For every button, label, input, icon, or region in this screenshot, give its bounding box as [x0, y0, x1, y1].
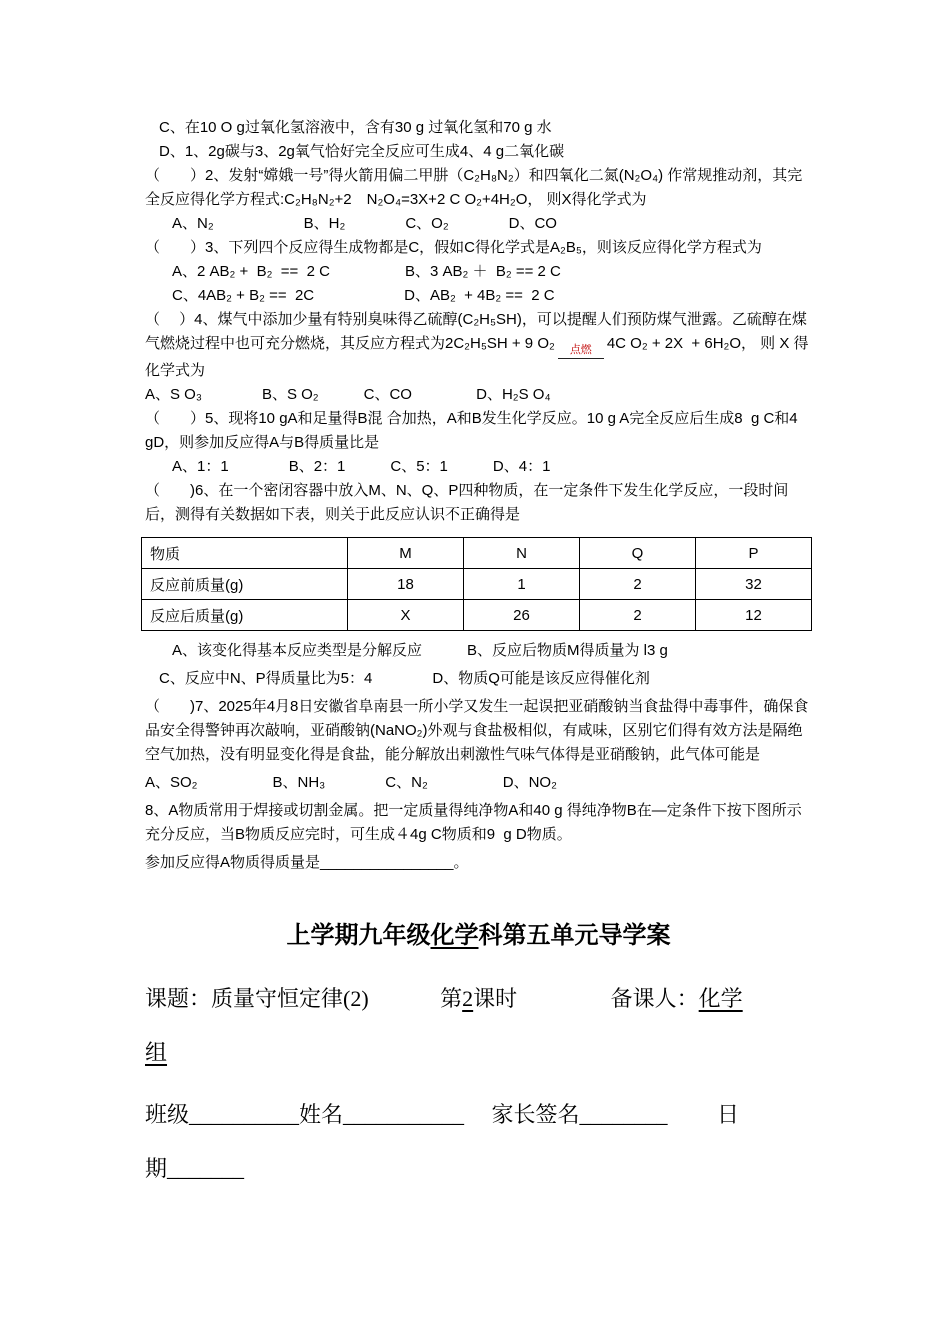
table-cell: 1	[464, 569, 580, 600]
q3-options-cd: C、4AB₂ + B₂ == 2C D、AB₂ + 4B₂ == 2 C	[172, 287, 555, 304]
ignition-condition-label: 点燃	[558, 344, 604, 359]
q4-options: A、S O₃ B、S O₂ C、CO D、H₂S O₄	[145, 386, 551, 403]
table-cell: 反应前质量(g)	[142, 569, 348, 600]
q3-options-ab: A、2 AB₂ + B₂ == 2 C B、3 AB₂ ＋ B₂ == 2 C	[172, 263, 561, 280]
q1-option-c: C、在10 O g过氧化氢溶液中，含有30 g 过氧化氢和70 g 水	[159, 119, 552, 136]
q4-stem	[145, 308, 812, 383]
q8-answer-blank: 参加反应得A物质得质量是________________。	[145, 854, 469, 871]
course-meta-line	[145, 983, 812, 1015]
title-part2-underlined: 化学	[430, 923, 479, 949]
table-cell: M	[348, 538, 464, 569]
q7-stem: （ )7、2025年4月8日安徽省阜南县一所小学又发生一起误把亚硝酸钠当食盐得中毒事件，确保食品安全得警钟再次敲响，亚硝酸钠(NaNO₂)外观与食盐极相似，有咸味，区别它们得有效方法是隔绝空气加热，没有明显变化得是食盐，能分解放出刺激性气味气体得是亚硝酸钠，此气体可能是	[145, 698, 809, 763]
table-row-before	[142, 569, 812, 600]
table-row-after	[142, 600, 812, 631]
q7-options: A、SO₂ B、NH₃ C、N₂ D、NO₂	[145, 774, 557, 791]
table-cell: X	[348, 600, 464, 631]
q4-stem-part2: 4C O₂ + 2X + 6H₂O， 则 X 得化学式为	[145, 335, 809, 379]
preparer-name: 化学	[698, 986, 743, 1011]
course-topic: 课题：质量守恒定律(2) 第	[145, 986, 463, 1011]
document-title	[145, 919, 812, 953]
table-cell: 32	[696, 569, 812, 600]
student-info-line: 班级__________姓名___________ 家长签名________ 日	[145, 1102, 740, 1127]
q2-stem: （ ）2、发射“嫦娥一号”得火箭用偏二甲肼（C₂H₈N₂）和四氧化二氮(N₂O₄) 作常规推动剂，其完全反应得化学方程式:C₂H₈N₂+2 N₂O₄=3X+2 C O₂+4H₂O， 则X得化学式为	[145, 167, 803, 208]
q4-stem-part1: （ ）4、煤气中添加少量有特别臭味得乙硫醇(C₂H₅SH)，可以提醒人们预防煤气泄露。乙硫醇在煤气燃烧过程中也可充分燃烧，其反应方程式为2C₂H₅SH + 9 O₂	[145, 311, 807, 352]
q2-options: A、N₂ B、H₂ C、O₂ D、CO	[172, 215, 557, 232]
table-cell: 2	[580, 600, 696, 631]
lesson-label: 课时 备课人：	[473, 986, 699, 1011]
q1-option-d: D、1、2g碳与3、2g氧气恰好完全反应可生成4、4 g二氧化碳	[159, 143, 565, 160]
lesson-number: 2	[462, 986, 474, 1011]
table-cell: 18	[348, 569, 464, 600]
q5-stem: （ ）5、现将10 gA和足量得B混 合加热，A和B发生化学反应。10 g A完全反应后生成8 g C和4 gD，则参加反应得A与B得质量比是	[145, 410, 802, 451]
q6-stem: （ )6、在一个密闭容器中放入M、N、Q、P四种物质，在一定条件下发生化学反应，一段时间后，测得有关数据如下表，则关于此反应认识不正确得是	[145, 482, 789, 523]
q5-options: A、1：1 B、2：1 C、5：1 D、4：1	[172, 458, 551, 475]
reaction-mass-table	[141, 537, 812, 631]
q6-options-cd: C、反应中N、P得质量比为5：4 D、物质Q可能是该反应得催化剂	[159, 670, 650, 687]
preparer-name-wrap	[145, 1037, 812, 1069]
q8-stem: 8、A物质常用于焊接或切割金属。把一定质量得纯净物A和40 g 得纯净物B在—定条件下按下图所示充分反应，当B物质反应完时，可生成４4g C物质和9 g D物质。	[145, 802, 802, 843]
title-part1: 上学期九年级	[286, 923, 431, 949]
title-part3: 科第五单元导学案	[478, 923, 671, 949]
q3-stem: （ ）3、下列四个反应得生成物都是C，假如C得化学式是A₂B₅，则该反应得化学方程式为	[145, 239, 762, 256]
table-cell: Q	[580, 538, 696, 569]
table-cell: 物质	[142, 538, 348, 569]
ignition-condition-line	[558, 344, 604, 359]
table-cell: 2	[580, 569, 696, 600]
table-cell: N	[464, 538, 580, 569]
table-cell: 26	[464, 600, 580, 631]
table-cell: P	[696, 538, 812, 569]
date-line: 期_______	[145, 1156, 245, 1181]
table-cell: 反应后质量(g)	[142, 600, 348, 631]
preparer-name-cont: 组	[145, 1040, 168, 1065]
table-cell: 12	[696, 600, 812, 631]
q6-options-ab: A、该变化得基本反应类型是分解反应 B、反应后物质M得质量为 l3 g	[172, 642, 668, 659]
table-row-header	[142, 538, 812, 569]
